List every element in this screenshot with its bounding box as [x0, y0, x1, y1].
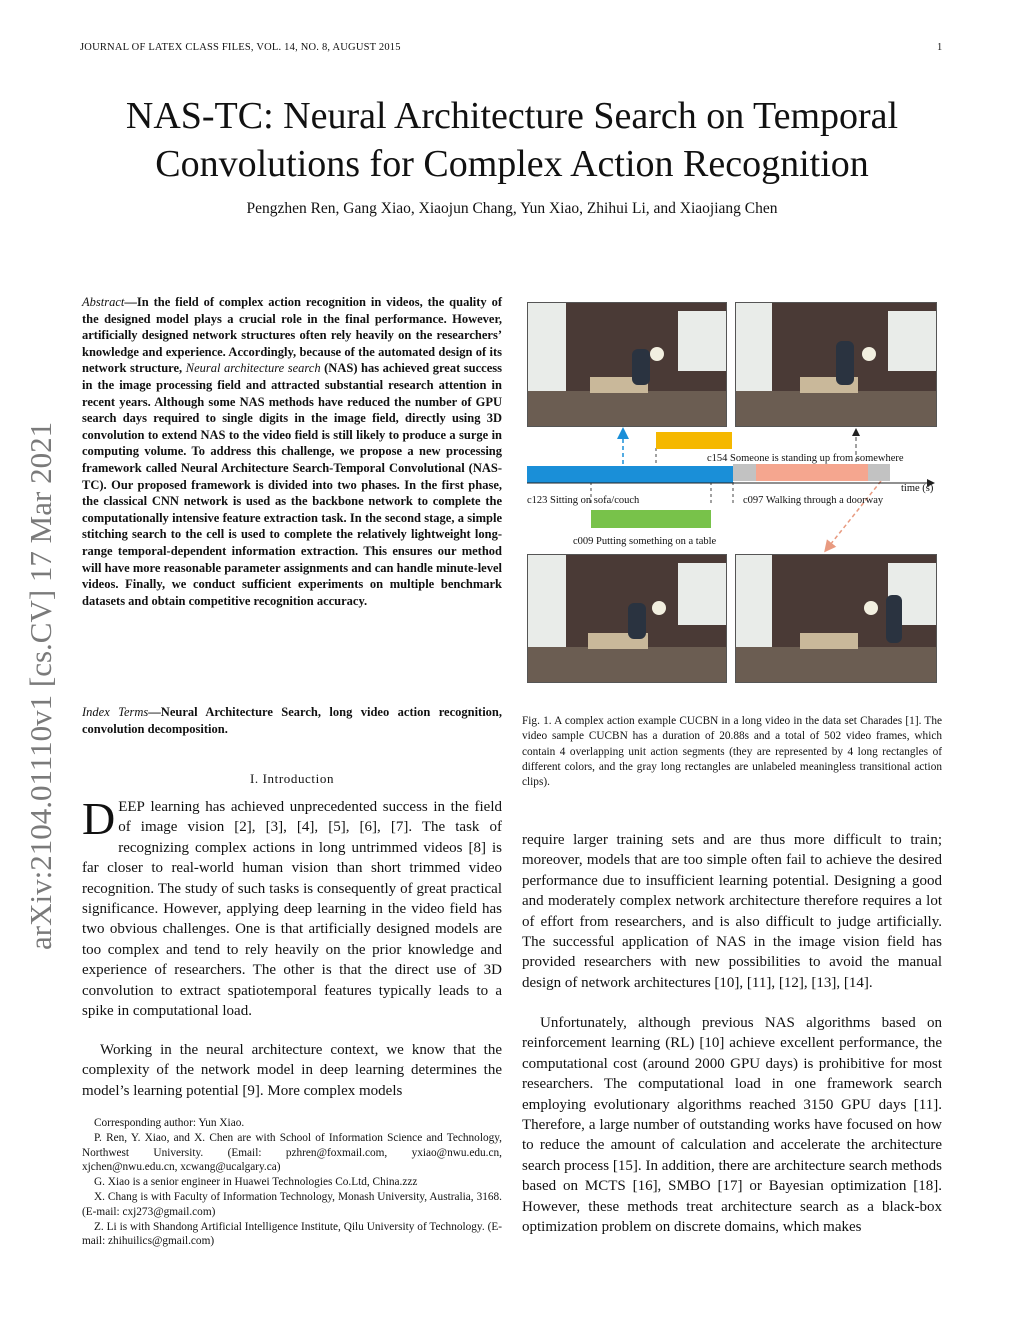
video-frame-photo [527, 554, 727, 683]
segment-bar-c123 [527, 466, 733, 483]
drop-cap-word-rest: EEP [118, 799, 145, 815]
action-timeline [521, 426, 944, 556]
gray-transition-bar [868, 464, 890, 481]
page-number: 1 [937, 42, 943, 53]
abstract-text-2: (NAS) has achieved great success in the image processing field and attracted substantial research attention in recent years. Although some NAS methods have reduced the number of GPU search days required to single digits in the image field, directly using 3D convolution to extend NAS to the video field is still likely to produce a surge in computing volume. To address this challenge, we propose a new processing framework called Neural Architecture Search-Temporal Convolutional (NAS-TC). Our proposed framework is divided into two phases. In the first phase, the classical CNN network is used as the backbone network to complete the computationally intensive feature extraction task. In the second stage, a simple stitching search to the cell is used to complete the relatively lightweight long-range temporal-dependent information extraction. This ensures our method will have more reasonable parameter assignments and can handle minute-level videos. Finally, we conduct sufficient experiments on multiple benchmark datasets and obtain competitive recognition accuracy. [82, 361, 502, 608]
video-frame-photo [735, 554, 937, 683]
label-c123: c123 Sitting on sofa/couch [527, 495, 640, 506]
footnote: P. Ren, Y. Xiao, and X. Chen are with School of Information Science and Technology, Northwest University. (Email: pzhren@foxmail.com, yxiao@nwu.edu.cn, xjchen@nwu.edu.cn, xcwang@ucalgary.ca) [82, 1131, 502, 1174]
intro-paragraph-1 [82, 793, 502, 1021]
abstract-label: Abstract [82, 295, 125, 309]
right-column-paragraph-1: require larger training sets and are thus more difficult to train; moreover, models that are too simple often fail to achieve the desired performance due to insufficient learning potential. Designing a good and moderately complex network architecture therefore requires a lot of effort from researchers, and is also difficult to judge artificially. The successful application of NAS in the image vision field has provided researchers with new possibilities to avoid the manual design of network architectures [10], [11], [12], [13], [14]. [522, 832, 942, 991]
figure-caption: Fig. 1. A complex action example CUCBN in a long video in the data set Charades [1]. The video sample CUCBN has a duration of 20.88s and a total of 502 video frames, which contain 4 overlapping unit action segments (they are represented by 4 long rectangles of different colors, and the gray long rectangles are unlabeled meaningless transitional action clips). [522, 715, 942, 789]
segment-bar-c097 [756, 464, 868, 481]
label-c097: c097 Walking through a doorway [743, 495, 884, 506]
footnotes [82, 1116, 502, 1249]
label-c154: c154 Someone is standing up from somewhere [707, 453, 904, 464]
footnote: X. Chang is with Faculty of Information Technology, Monash University, Australia, 3168. (E-mail: cxj273@gmail.com) [82, 1190, 502, 1218]
intro-paragraph-1-text: learning has achieved unprecedented success in the field of image vision [2], [3], [4], [5], [6], [7]. The task of recognizing complex actions in long untrimmed videos [8] is far closer to real-world human vision than short trimmed video recognition. The study of such tasks is consequently of great practical significance. However, applying deep learning in the video field has two obvious challenges. One is that artificially designed models are too complex and tend to rely heavily on the prior knowledge and experience of researchers. The other is that the direct use of 3D convolution to extract spatiotemporal features typically leads to a spike in computational load. [82, 799, 502, 1020]
index-terms-text: —Neural Architecture Search, long video action recognition, convolution decomposition. [82, 705, 502, 736]
segment-bar-c154 [656, 432, 732, 449]
intro-paragraph-2: Working in the neural architecture context, we know that the complexity of the network model in deep learning determines the model’s learning potential [9]. More complex models [82, 1042, 502, 1099]
footnote: Z. Li is with Shandong Artificial Intelligence Institute, Qilu University of Technology. (E-mail: zhihuilics@gmail.com) [82, 1220, 502, 1248]
abstract [82, 294, 502, 609]
video-frame-photo [735, 302, 937, 427]
video-frame-photo [527, 302, 727, 427]
drop-cap: D [82, 793, 116, 844]
arxiv-identifier-stamp[interactable]: arXiv:2104.01110v1 [cs.CV] 17 Mar 2021 [23, 421, 58, 950]
section-heading: I. Introduction [249, 771, 335, 786]
label-c009: c009 Putting something on a table [573, 536, 717, 547]
abstract-text-1: —In the field of complex action recognition in videos, the quality of the designed model plays a crucial role in the final performance. However, artificially designed network structures often rely heavily on the researchers’ knowledge and experience. Accordingly, because of the automated design of its network structure, [82, 295, 502, 376]
gray-transition-bar [733, 464, 756, 481]
author-list: Pengzhen Ren, Gang Xiao, Xiaojun Chang, Yun Xiao, Zhihui Li, and Xiaojiang Chen [246, 200, 778, 217]
index-terms [82, 704, 502, 737]
footnote: Corresponding author: Yun Xiao. [94, 1117, 245, 1129]
segment-bar-c009 [591, 510, 711, 528]
paper-title: NAS-TC: Neural Architecture Search on Temporal Convolutions for Complex Action Recognition [125, 95, 899, 185]
right-column-paragraph-2: Unfortunately, although previous NAS algorithms based on reinforcement learning (RL) [10] achieve excellent performance, the computational cost (around 2000 GPU days) is prohibitive for most researchers. The computational load in one framework search employing evolutionary algorithms reached 3150 GPU days [11]. Therefore, a large number of outstanding works have focused on how to reduce the amount of calculation and accelerate the architecture search process [15]. In addition, there are architecture search methods based on MCTS [16], SMBO [17] or Bayesian optimization [18]. However, these methods treat architecture search as a black-box optimization problem on discrete domains, which makes [522, 1015, 942, 1236]
index-terms-label: Index Terms [82, 705, 149, 719]
abstract-italic-term: Neural architecture search [185, 361, 321, 376]
time-axis-label: time (s) [901, 483, 934, 494]
footnote: G. Xiao is a senior engineer in Huawei Technologies Co.Ltd, China.zzz [94, 1176, 418, 1189]
figure-1 [521, 296, 944, 696]
frame-connector-arrow [826, 481, 881, 550]
running-head: JOURNAL OF LATEX CLASS FILES, VOL. 14, NO. 8, AUGUST 2015 [80, 42, 401, 53]
